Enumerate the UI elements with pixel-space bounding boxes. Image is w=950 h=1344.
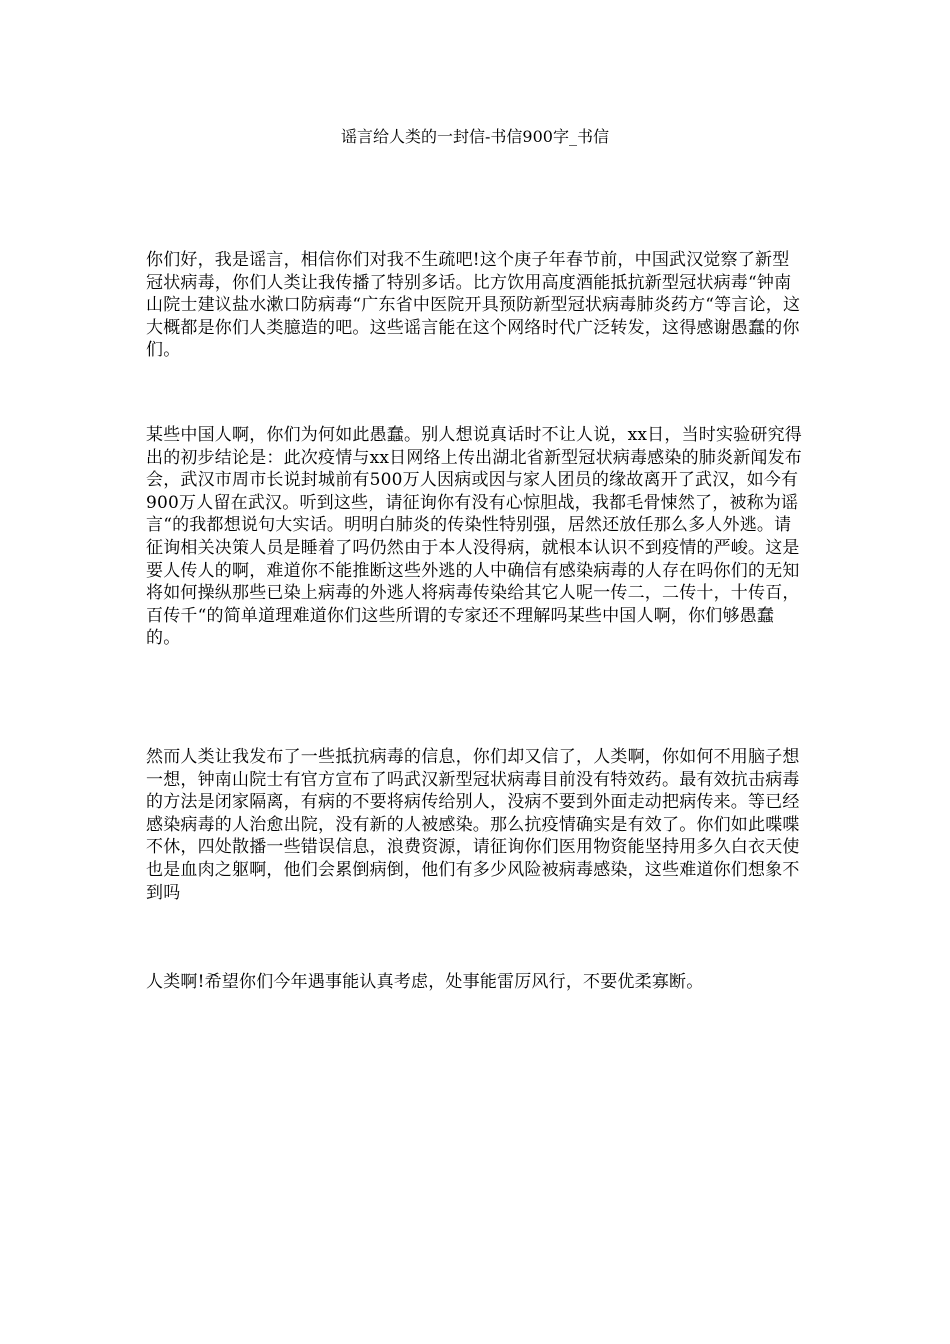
paragraph-1: 你们好，我是谣言，相信你们对我不生疏吧!这个庚子年春节前，中国武汉觉察了新型冠状病毒，你们人类让我传播了特别多话。比方饮用高度酒能抵抗新型冠状病毒“钟南山院士建议盐水漱口防病毒“广东省中医院开具预防新型冠状病毒肺炎药方“等言论，这大概都是你们人类臆造的吧。这些谣言能在这个网络时代广泛转发，这得感谢愚蠢的你们。 [146,250,801,361]
paragraph-4: 人类啊!希望你们今年遇事能认真考虑，处事能雷厉风行，不要优柔寡断。 [146,972,704,992]
paragraph-3: 然而人类让我发布了一些抵抗病毒的信息，你们却又信了，人类啊，你如何不用脑子想一想，钟南山院士有官方宣布了吗武汉新型冠状病毒目前没有特效药。最有效抗击病毒的方法是闭家隔离，有病的不要将病传给别人，没病不要到外面走动把病传来。等已经感染病毒的人治愈出院，没有新的人被感染。那么抗疫情确实是有效了。你们如此喋喋不休，四处散播一些错误信息，浪费资源，请征询你们医用物资能坚持用多久白衣天使也是血肉之躯啊，他们会累倒病倒，他们有多少风险被病毒感染，这些难道你们想象不到吗 [146,747,800,903]
document-title: 谣言给人类的一封信-书信900字_书信 [341,127,609,146]
paragraph-2: 某些中国人啊，你们为何如此愚蠢。别人想说真话时不让人说，xx日，当时实验研究得出的初步结论是：此次疫情与xx日网络上传出湖北省新型冠状病毒感染的肺炎新闻发布会，武汉市周市长说封城前有500万人因病或因与家人团员的缘故离开了武汉，如今有900万人留在武汉。听到这些，请征询你有没有心惊胆战，我都毛骨悚然了，被称为谣言“的我都想说句大实话。明明白肺炎的传染性特别强，居然还放任那么多人外逃。请征询相关决策人员是睡着了吗仍然由于本人没得病，就根本认识不到疫情的严峻。这是要人传人的啊，难道你不能推断这些外逃的人中确信有感染病毒的人存在吗你们的无知将如何操纵那些已染上病毒的外逃人将病毒传染给其它人呢一传二，二传十，十传百，百传千“的简单道理难道你们这些所谓的专家还不理解吗某些中国人啊，你们够愚蠢的。 [146,425,802,649]
